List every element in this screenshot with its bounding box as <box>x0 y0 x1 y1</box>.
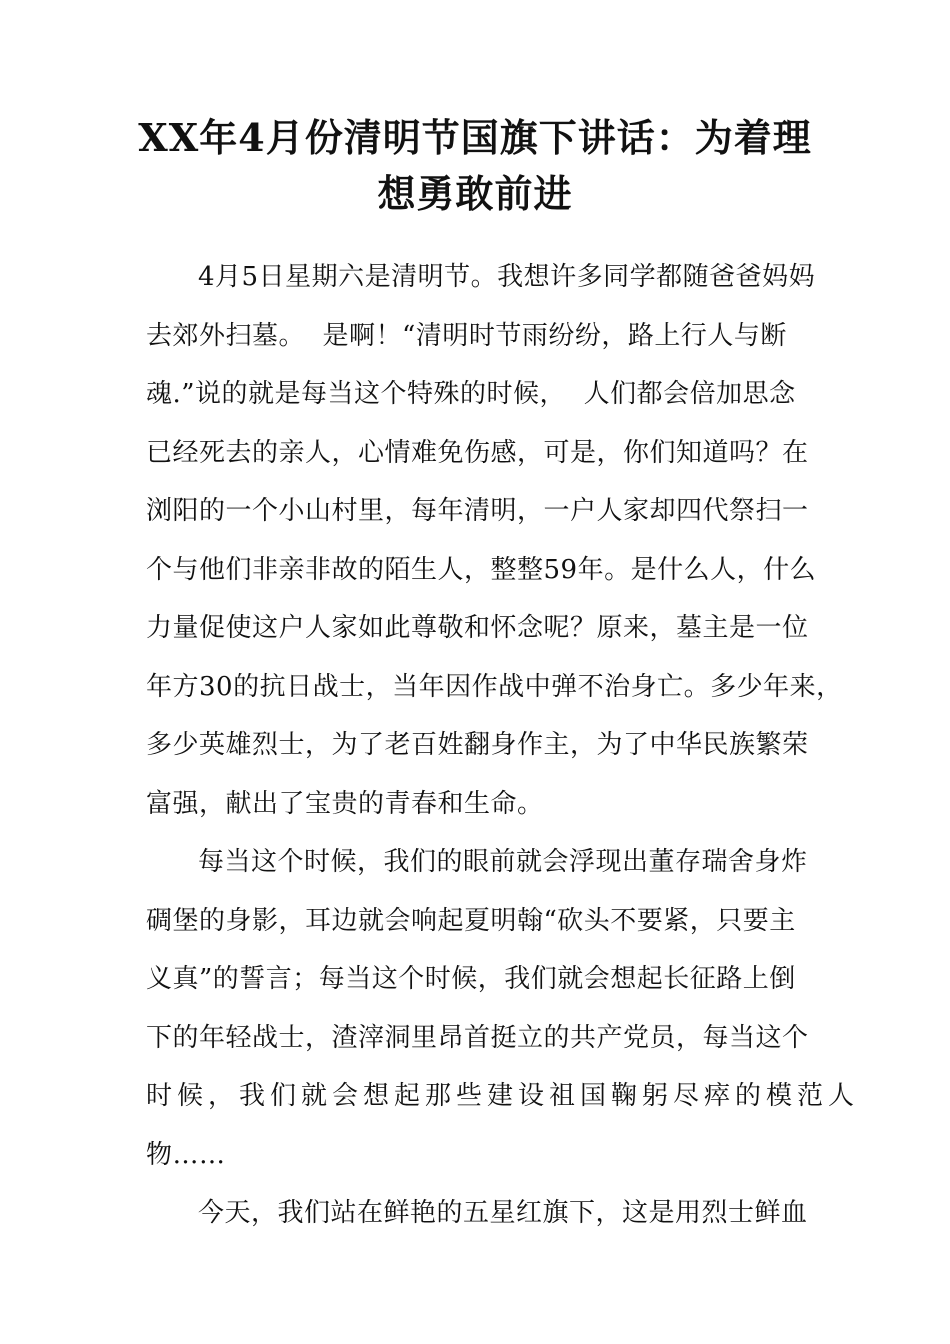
document-title <box>120 110 830 222</box>
title-line-2: 想勇敢前进 <box>377 171 573 216</box>
text-line: 碉堡的身影，耳边就会响起夏明翰“砍头不要紧，只要主 <box>146 905 796 936</box>
text-line: 魂.”说的就是每当这个特殊的时候， 人们都会倍加思念 <box>146 379 796 409</box>
text-line: 物…… <box>146 1139 226 1170</box>
paragraph-2 <box>146 833 860 1184</box>
text-line: 力量促使这户人家如此尊敬和怀念呢？原来，墓主是一位 <box>146 613 809 643</box>
paragraph-1 <box>146 248 843 833</box>
text-line: 时候，我们就会想起那些建设祖国鞠躬尽瘁的模范人 <box>146 1081 860 1111</box>
text-line: 已经死去的亲人，心情难免伤感，可是，你们知道吗？在 <box>146 437 809 468</box>
text-line: 去郊外扫墓。 是啊！“清明时节雨纷纷，路上行人与断 <box>146 320 787 351</box>
text-line: 浏阳的一个小山村里，每年清明，一户人家却四代祭扫一 <box>146 496 809 526</box>
text-line: 富强，献出了宝贵的青春和生命。 <box>146 788 544 819</box>
document-body <box>146 248 860 1243</box>
text-line: 个与他们非亲非故的陌生人，整整59年。是什么人，什么 <box>146 554 817 585</box>
text-line: 多少英雄烈士，为了老百姓翻身作主，为了中华民族繁荣 <box>146 730 809 760</box>
text-line: 年方30的抗日战士，当年因作战中弹不治身亡。多少年来， <box>146 671 843 702</box>
text-line: 义真”的誓言；每当这个时候，我们就会想起长征路上倒 <box>146 964 796 994</box>
text-line: 今天，我们站在鲜艳的五星红旗下，这是用烈士鲜血 <box>198 1198 808 1228</box>
text-line: 每当这个时候，我们的眼前就会浮现出董存瑞舍身炸 <box>198 847 808 877</box>
paragraph-3 <box>146 1184 836 1243</box>
title-line-1: XX年4月份清明节国旗下讲话：为着理 <box>138 115 812 160</box>
text-line: 下的年轻战士，渣滓洞里昂首挺立的共产党员，每当这个 <box>146 1022 809 1053</box>
text-line: 4月5日星期六是清明节。我想许多同学都随爸爸妈妈 <box>198 262 816 292</box>
